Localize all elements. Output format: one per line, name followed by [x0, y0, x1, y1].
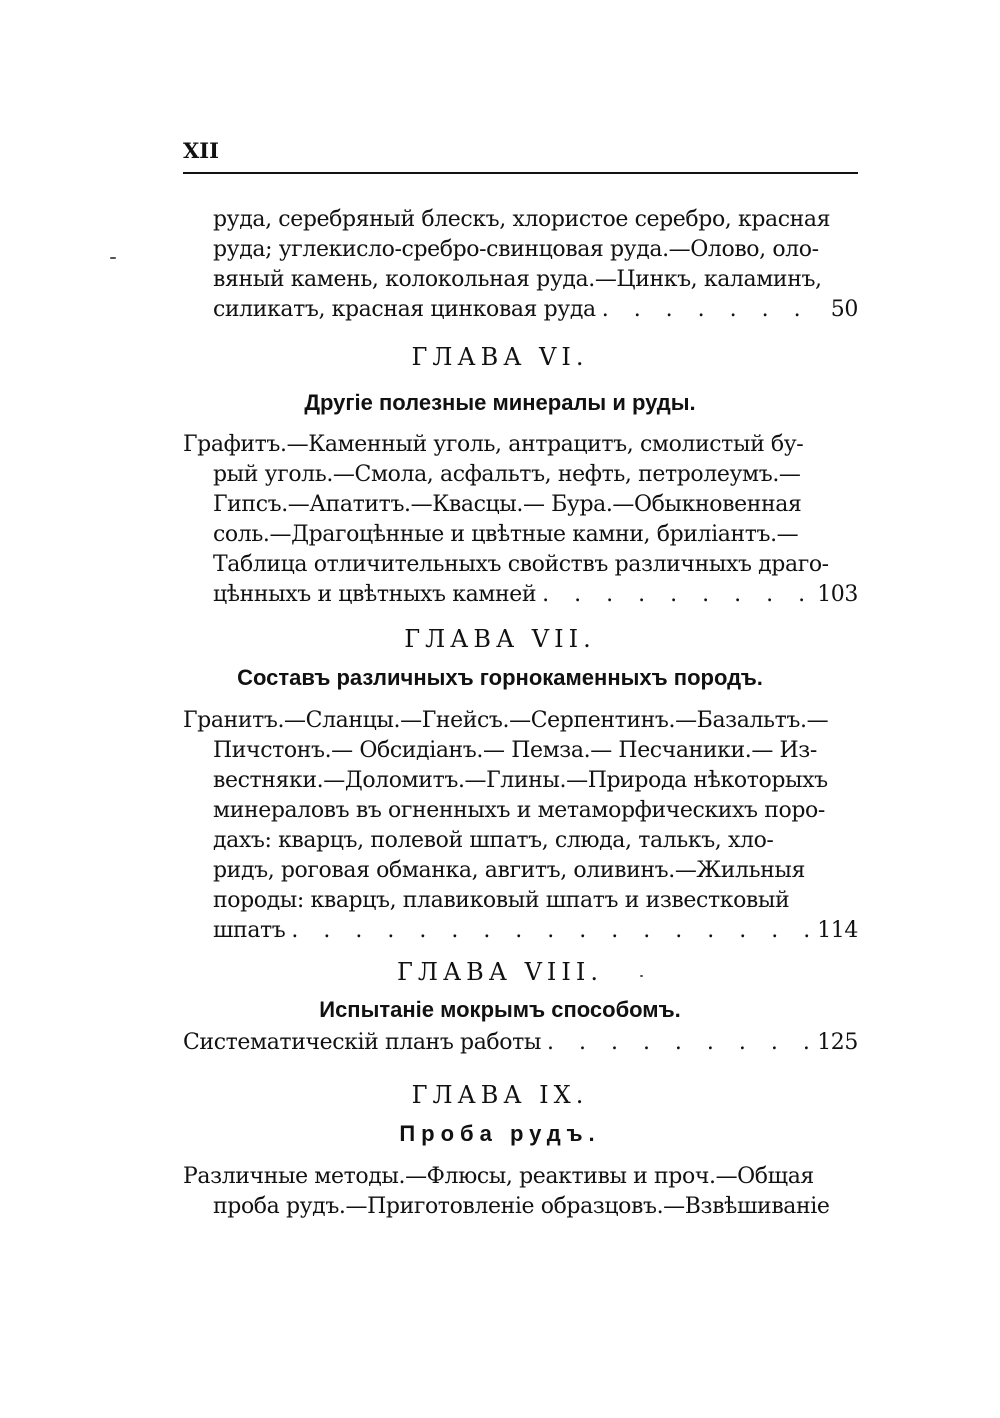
toc-line: шпатъ: [213, 918, 286, 943]
toc-entry: [183, 430, 858, 610]
dot-leader: [536, 580, 809, 610]
toc-line: Гранитъ.—Сланцы.—Гнейсъ.—Серпентинъ.—Базальтъ.—: [183, 708, 829, 733]
toc-line: проба рудъ.—Приготовленіе образцовъ.—Взвѣшиваніе: [213, 1194, 830, 1219]
toc-line: Таблица отличительныхъ свойствъ различныхъ драго-: [213, 552, 829, 577]
toc-line-with-page: [213, 295, 858, 325]
chapter-title: Проба рудъ.: [399, 1121, 601, 1146]
toc-line: Гипсъ.—Апатитъ.—Квасцы.— Бура.—Обыкновенная: [213, 492, 802, 517]
toc-line: руда, серебряный блескъ, хлористое серебро, красная: [213, 207, 831, 232]
dot-leader: [541, 1028, 809, 1058]
dot-leader: [285, 916, 809, 946]
print-speck: [110, 257, 116, 259]
header-rule: [183, 172, 858, 174]
chapter-heading: ГЛАВА VIII.: [397, 958, 603, 986]
toc-line: вяный камень, колокольная руда.—Цинкъ, каламинъ,: [213, 267, 822, 292]
dot-leader: [596, 295, 823, 325]
page-number: 103: [817, 582, 858, 607]
toc-line: дахъ: кварцъ, полевой шпатъ, слюда, талькъ, хло-: [213, 828, 774, 853]
toc-line-with-page: [183, 580, 858, 610]
page-number: 50: [830, 297, 858, 322]
page-folio: XII: [183, 138, 219, 163]
toc-line-with-page: [183, 916, 858, 946]
toc-entry-continued: [213, 205, 858, 325]
chapter-heading: ГЛАВА VI.: [411, 343, 589, 371]
chapter-heading: ГЛАВА IX.: [411, 1081, 589, 1109]
toc-line: ридъ, роговая обманка, авгитъ, оливинъ.—Жильныя: [213, 858, 806, 883]
toc-entry: [183, 706, 858, 946]
chapter-title: Испытаніе мокрымъ способомъ.: [319, 997, 681, 1022]
chapter-heading: ГЛАВА VII.: [404, 625, 596, 653]
toc-line: вестняки.—Доломитъ.—Глины.—Природа нѣкоторыхъ: [213, 768, 828, 793]
page-number: 114: [817, 918, 858, 943]
toc-line: силикатъ, красная цинковая руда: [213, 297, 596, 322]
toc-line-with-page: [183, 1028, 858, 1058]
toc-line: породы: кварцъ, плавиковый шпатъ и известковый: [213, 888, 790, 913]
chapter-title: Составъ различныхъ горнокаменныхъ породъ.: [237, 665, 763, 690]
toc-line: Пичстонъ.— Обсидіанъ.— Пемза.— Песчаники.— Из-: [213, 738, 817, 763]
chapter-title: Другіе полезные минералы и руды.: [304, 390, 696, 415]
toc-line: Различные методы.—Флюсы, реактивы и проч.—Общая: [183, 1164, 814, 1189]
page-number: 125: [817, 1030, 858, 1055]
toc-line: руда; углекисло-сребро-свинцовая руда.—Олово, оло-: [213, 237, 819, 262]
toc-entry: [183, 1028, 858, 1058]
toc-line: цѣнныхъ и цвѣтныхъ камней: [213, 582, 537, 607]
toc-entry: [183, 1162, 858, 1222]
toc-line: минераловъ въ огненныхъ и метаморфическихъ поро-: [213, 798, 825, 823]
toc-line: рый уголь.—Смола, асфальтъ, нефть, петролеумъ.—: [213, 462, 801, 487]
toc-line: соль.—Драгоцѣнные и цвѣтные камни, бриліантъ.—: [213, 522, 799, 547]
toc-line: Систематическій планъ работы: [183, 1030, 541, 1055]
toc-line: Графитъ.—Каменный уголь, антрацитъ, смолистый бу-: [183, 432, 804, 457]
